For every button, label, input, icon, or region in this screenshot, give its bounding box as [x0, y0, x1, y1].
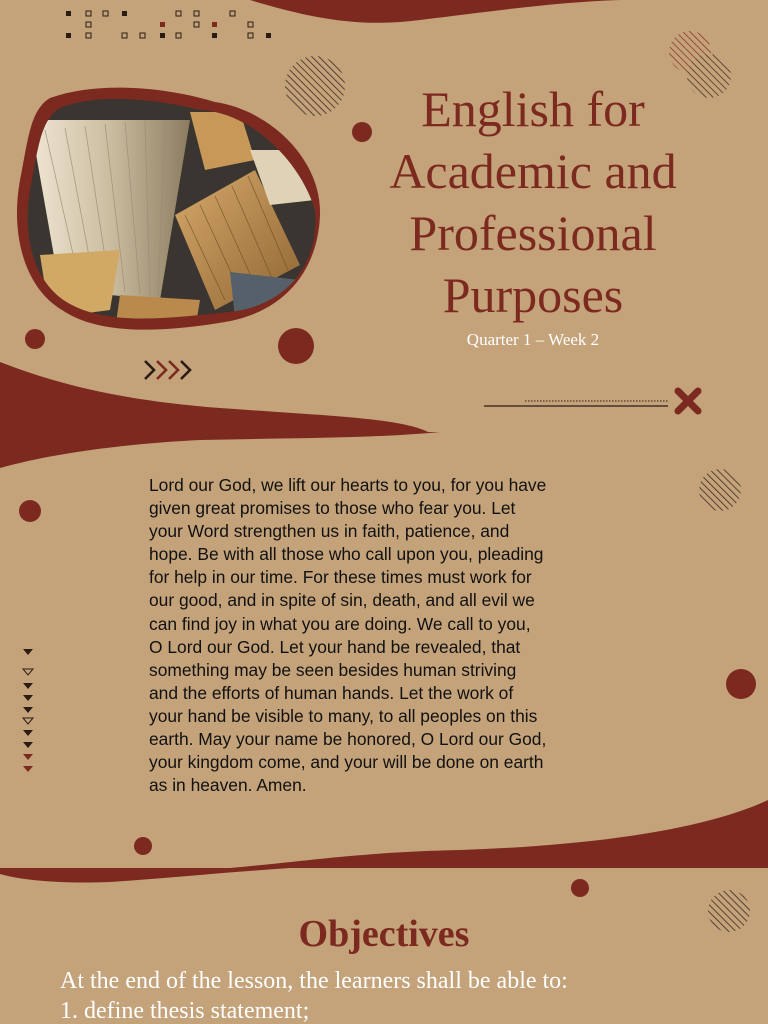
- objective-item: 1. define thesis statement;: [60, 998, 310, 1024]
- prayer-line: can find joy in what you are doing. We call to you,: [149, 613, 531, 634]
- hatched-circle-icon: [699, 469, 741, 511]
- title-slide: [0, 0, 768, 432]
- hatched-circle-icon: [285, 56, 345, 116]
- prayer-line: for help in our time. For these times must work for: [149, 567, 532, 588]
- prayer-line: something may be seen besides human striving: [149, 659, 517, 680]
- title-line: Academic and: [389, 143, 677, 199]
- prayer-line: as in heaven. Amen.: [149, 775, 307, 796]
- decor-dot: [19, 500, 41, 522]
- title-line: Professional: [409, 205, 657, 261]
- bottom-wave: [230, 800, 768, 868]
- top-wave: [0, 868, 290, 883]
- prayer-line: O Lord our God. Let your hand be revealed, that: [149, 636, 521, 657]
- objectives-intro: At the end of the lesson, the learners shall be able to:: [60, 968, 568, 994]
- prayer-line: Lord our God, we lift our hearts to you, for you have: [149, 475, 547, 495]
- title-line: English for: [421, 81, 645, 137]
- x-mark-icon: [678, 391, 698, 411]
- prayer-line: earth. May your name be honored, O Lord our God,: [149, 729, 547, 750]
- chevron-arrows-icon: [145, 361, 190, 379]
- prayer-text: [149, 474, 599, 797]
- bottom-wave: [0, 362, 428, 432]
- prayer-line: hope. Be with all those who call upon you, pleading: [149, 544, 544, 565]
- decor-dot: [726, 669, 756, 699]
- decor-dot: [25, 329, 45, 349]
- triangle-marker-icon: [23, 649, 33, 772]
- prayer-line: our good, and in spite of sin, death, and all evil we: [149, 590, 535, 611]
- subtitle: Quarter 1 – Week 2: [466, 330, 600, 349]
- decor-dot: [571, 879, 589, 897]
- title-line: Purposes: [442, 267, 624, 323]
- prayer-line: given great promises to those who fear you. Let: [149, 498, 516, 519]
- page-title: [370, 78, 696, 326]
- prayer-line: your Word strengthen us in faith, patience, and: [149, 521, 510, 542]
- prayer-line: your hand be visible to many, to all peoples on this: [149, 705, 538, 726]
- objectives-heading: Objectives: [298, 913, 470, 955]
- decor-dot: [352, 122, 372, 142]
- prayer-slide: [0, 432, 768, 868]
- objectives-slide: [0, 868, 768, 1024]
- decor-dot: [134, 837, 152, 855]
- dot-grid-icon: [66, 11, 271, 38]
- decor-dot: [278, 328, 314, 364]
- prayer-line: your kingdom come, and your will be done on earth: [149, 752, 544, 773]
- top-wave: [0, 432, 440, 468]
- prayer-line: and the efforts of human hands. Let the work of: [149, 682, 514, 703]
- top-wave: [250, 0, 620, 23]
- books-photo: [20, 90, 320, 330]
